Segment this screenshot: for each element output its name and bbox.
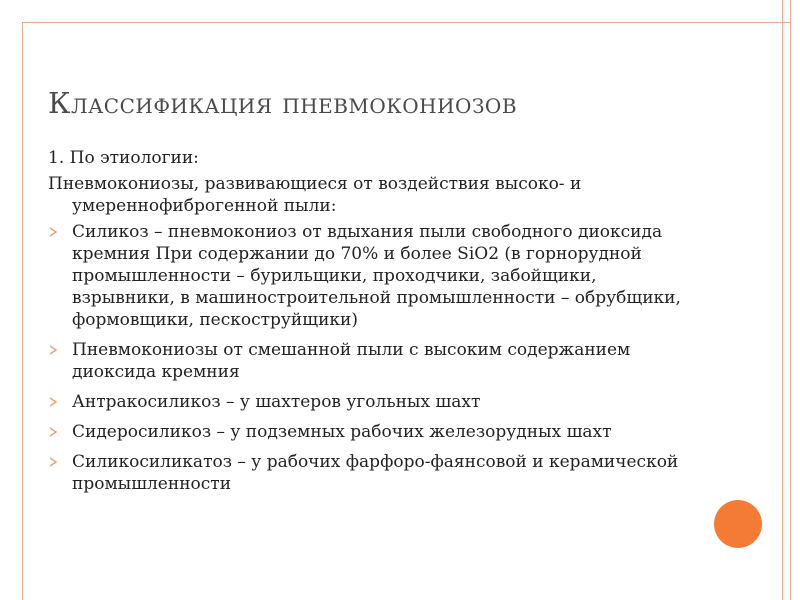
bullet-text: Антракосиликоз – у шахтеров угольных шахт: [72, 392, 481, 412]
bullet-icon: [48, 427, 58, 437]
bullet-text: Силикосиликатоз – у рабочих фарфоро-фаянсовой и керамической промышленности: [72, 452, 679, 494]
bullet-icon: [48, 457, 58, 467]
slide-content: [48, 147, 688, 503]
intro-text: Пневмокониозы, развивающиеся от воздействия высоко- и умереннофиброгенной пыли:: [48, 174, 582, 216]
bullet-item-mixed-dust: [48, 339, 688, 383]
accent-circle: [714, 500, 762, 548]
bullet-icon: [48, 345, 58, 355]
bullet-icon: [48, 397, 58, 407]
bullet-text: Сидеросиликоз – у подземных рабочих железорудных шахт: [72, 422, 612, 442]
bullet-item-silicosilicatosis: [48, 451, 688, 495]
frame-right-line-outer: [790, 0, 791, 600]
bullet-text: Пневмокониозы от смешанной пыли с высоким содержанием диоксида кремния: [72, 340, 631, 382]
slide-title: Классификация пневмокониозов: [48, 86, 518, 120]
bullet-item-anthracosilicosis: [48, 391, 688, 413]
frame-left-line: [22, 22, 23, 600]
bullet-icon: [48, 227, 58, 237]
bullet-item-silicosis: [48, 221, 688, 331]
etiology-heading: 1. По этиологии:: [48, 148, 199, 168]
bullet-item-siderosilicosis: [48, 421, 688, 443]
frame-top-line: [22, 22, 790, 23]
frame-right-line: [782, 0, 783, 600]
bullet-text: Силикоз – пневмокониоз от вдыхания пыли свободного диоксида кремния При содержании до 70% и более SiO2 (в горнорудной промышленности – бурильщики, проходчики, забойщики, взрывники, в машиностроительной промышленности – обрубщики, формовщики, пескоструйщики): [72, 222, 681, 330]
